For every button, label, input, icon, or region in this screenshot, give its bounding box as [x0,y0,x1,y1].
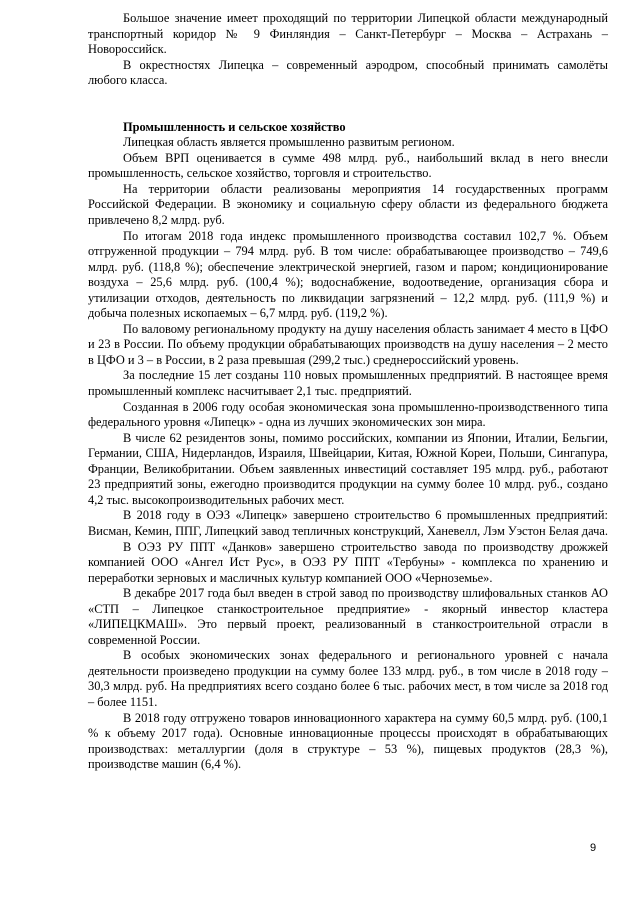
paragraph-10: В ОЭЗ РУ ППТ «Данков» завершено строительство завода по производству дрожжей компанией ООО «Ангел Ист Рус», в ОЭЗ РУ ППТ «Тербуны» - комплекса по хранению и переработки зерновых и масличных культур компанией ООО «Черноземье». [88,539,608,585]
page-body [88,11,608,773]
paragraph-2: Объем ВРП оценивается в сумме 498 млрд. руб., наибольший вклад в него внесли промышленность, сельское хозяйство, торговля и строительство. [88,150,608,181]
paragraph-1: Липецкая область является промышленно развитым регионом. [123,135,455,150]
paragraph-5: По валовому региональному продукту на душу населения область занимает 4 место в ЦФО и 23 в России. По объему продукции обрабатывающих производств на душу населения – 2 место в ЦФО и 3 – в России, в 2 раза превышая (299,2 тыс.) среднероссийский уровень. [88,321,608,367]
paragraph-7: Созданная в 2006 году особая экономическая зона промышленно-производственного типа федерального уровня «Липецк» - одна из лучших экономических зон мира. [88,399,608,430]
paragraph-3: На территории области реализованы мероприятия 14 государственных программ Российской Федерации. В экономику и социальную сферу области из федерального бюджета привлечено 8,2 млрд. руб. [88,181,608,228]
section-gap [88,89,608,120]
page-number: 9 [590,842,597,854]
paragraph-8: В числе 62 резидентов зоны, помимо российских, компании из Японии, Италии, Бельгии, Германии, США, Нидерландов, Израиля, Швейцарии, Китая, Южной Кореи, Польши, Сингапура, Франции, Великобритании. Объем заявленных инвестиций составляет 195 млрд. руб., работают 23 предприятий зоны, ежегодно производится продукции на сумму более 10 млрд. руб., создано 4,2 тыс. высокопроизводительных рабочих мест. [88,430,608,507]
paragraph-airfield: В окрестностях Липецка – современный аэродром, способный принимать самолёты любого класса. [88,57,608,88]
paragraph-13: В 2018 году отгружено товаров инновационного характера на сумму 60,5 млрд. руб. (100,1 % к объему 2017 года). Основные инновационные процессы происходят в обрабатывающих производствах: металлургии (доля в структуре – 53 %), пищевых продуктов (28,3 %), производстве машин (6,4 %). [88,710,608,772]
section-heading: Промышленность и сельское хозяйство [123,119,346,134]
paragraph-4: По итогам 2018 года индекс промышленного производства составил 102,7 %. Объем отгруженной продукции – 794 млрд. руб. В том числе: обрабатывающее производство – 749,6 млрд. руб. (118,8 %); обеспечение электрической энергией, газом и паром; кондиционирование воздуха – 25,6 млрд. руб. (100,4 %); водоснабжение, водоотведение, организация сбора и утилизации отходов, деятельность по ликвидации загрязнений – 12,2 млрд. руб. (111,9 %) и добыча полезных ископаемых – 6,7 млрд. руб. (119,2 %). [88,228,608,321]
paragraph-transport-corridor: Большое значение имеет проходящий по территории Липецкой области международный транспортный коридор № 9 Финляндия – Санкт-Петербург – Москва – Астрахань – Новороссийск. [88,11,608,57]
paragraph-6: За последние 15 лет созданы 110 новых промышленных предприятий. В настоящее время промышленный комплекс насчитывает 2,1 тыс. предприятий. [88,368,608,399]
paragraph-11: В декабре 2017 года был введен в строй завод по производству шлифовальных станков АО «СТП – Липецкое станкостроительное предприятие» - якорный инвестор кластера «ЛИПЕЦКМАШ». Это первый проект, реализованный в станкостроительной отрасли в современной России. [88,586,608,647]
paragraph-9: В 2018 году в ОЭЗ «Липецк» завершено строительство 6 промышленных предприятий: Висман, Кемин, ППГ, Липецкий завод тепличных конструкций, Ханевелл, Лэм Уэстон Белая дача. [88,508,608,538]
paragraph-12: В особых экономических зонах федерального и регионального уровней с начала деятельности произведено продукции на сумму более 133 млрд. руб., в том числе в 2018 году – 30,3 млрд. руб. На предприятиях всего создано более 6 тыс. рабочих мест, в том числе за 2018 год – более 1151. [88,648,608,709]
